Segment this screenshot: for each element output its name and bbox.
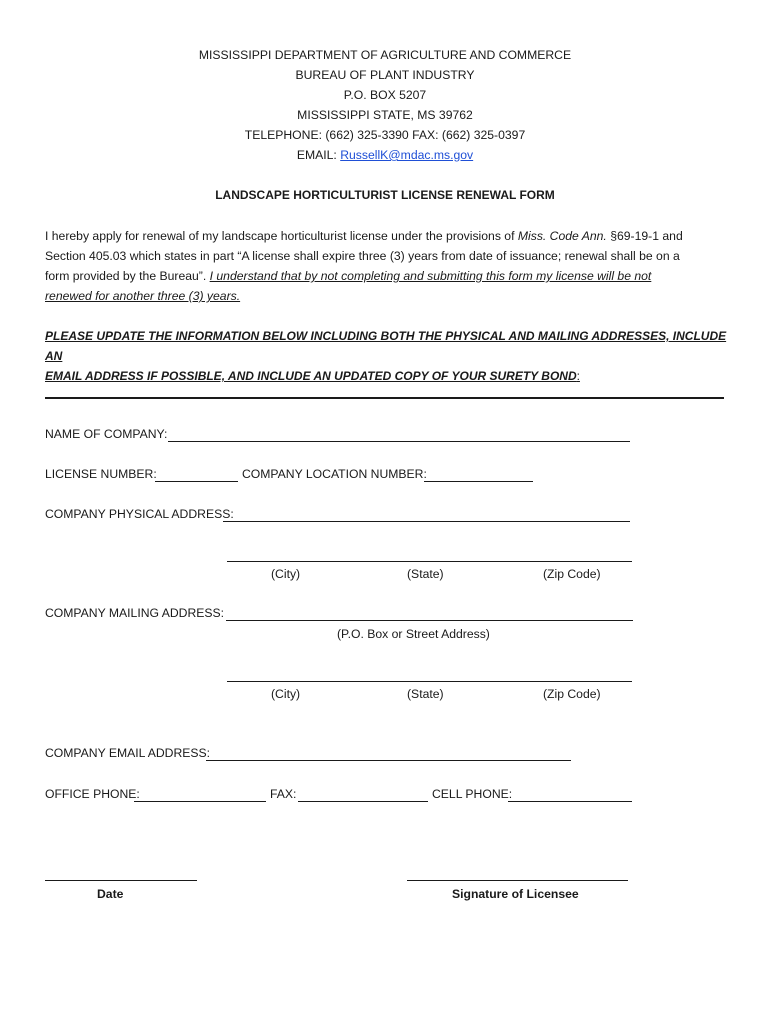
form-title: LANDSCAPE HORTICULTURIST LICENSE RENEWAL FORM bbox=[215, 188, 555, 202]
company-email-field[interactable] bbox=[206, 760, 571, 761]
email-link[interactable]: RussellK@mdac.ms.gov bbox=[340, 148, 474, 162]
location-number-field[interactable] bbox=[424, 481, 533, 482]
fax-field[interactable] bbox=[298, 801, 428, 802]
date-field[interactable] bbox=[45, 880, 197, 881]
mailing-state-caption: (State) bbox=[407, 687, 444, 701]
license-number-field[interactable] bbox=[155, 481, 238, 482]
physical-city-caption: (City) bbox=[271, 567, 301, 581]
intro-paragraph bbox=[45, 226, 735, 306]
cell-phone-label: CELL PHONE: bbox=[432, 787, 513, 801]
office-phone-label: OFFICE PHONE: bbox=[45, 787, 140, 801]
mailing-city-state-zip-field[interactable] bbox=[227, 681, 632, 682]
office-phone-field[interactable] bbox=[134, 801, 266, 802]
email-label: EMAIL: bbox=[296, 148, 341, 162]
update-notice bbox=[45, 326, 735, 386]
date-caption: Date bbox=[97, 887, 124, 901]
signature-field[interactable] bbox=[407, 880, 628, 881]
mailing-zip-caption: (Zip Code) bbox=[543, 687, 601, 701]
header-city-state: MISSISSIPPI STATE, MS 39762 bbox=[297, 108, 473, 122]
company-email-label: COMPANY EMAIL ADDRESS: bbox=[45, 746, 211, 760]
intro-line-1: I hereby apply for renewal of my landscape horticulturist license under the provisions of Miss. Code Ann. §69-19-1 and bbox=[45, 229, 683, 243]
company-name-label: NAME OF COMPANY: bbox=[45, 427, 168, 441]
header-bureau: BUREAU OF PLANT INDUSTRY bbox=[295, 68, 475, 82]
intro-line-4: renewed for another three (3) years. bbox=[45, 289, 241, 303]
signature-caption: Signature of Licensee bbox=[452, 887, 579, 901]
physical-state-caption: (State) bbox=[407, 567, 444, 581]
license-number-label: LICENSE NUMBER: bbox=[45, 467, 157, 481]
company-name-field[interactable] bbox=[168, 441, 630, 442]
header-po-box: P.O. BOX 5207 bbox=[343, 88, 427, 102]
physical-address-field[interactable] bbox=[223, 521, 630, 522]
notice-line-1: PLEASE UPDATE THE INFORMATION BELOW INCLUDING BOTH THE PHYSICAL AND MAILING ADDRESSES, INCLUDE AN bbox=[45, 329, 727, 363]
mailing-city-caption: (City) bbox=[271, 687, 301, 701]
intro-line-2: Section 405.03 which states in part “A license shall expire three (3) years from date of issuance; renewal shall be on a bbox=[45, 249, 680, 263]
section-divider bbox=[45, 397, 724, 399]
location-number-label: COMPANY LOCATION NUMBER: bbox=[242, 467, 427, 481]
mailing-address-label: COMPANY MAILING ADDRESS: bbox=[45, 606, 225, 620]
po-box-caption: (P.O. Box or Street Address) bbox=[337, 627, 490, 641]
intro-line-3: form provided by the Bureau”. I understand that by not completing and submitting this form my license will be not bbox=[45, 269, 652, 283]
header-department: MISSISSIPPI DEPARTMENT OF AGRICULTURE AND COMMERCE bbox=[198, 48, 572, 62]
notice-line-2: EMAIL ADDRESS IF POSSIBLE, AND INCLUDE AN UPDATED COPY OF YOUR SURETY BOND: bbox=[45, 369, 580, 383]
header-email-line bbox=[0, 148, 770, 162]
physical-address-label: COMPANY PHYSICAL ADDRESS: bbox=[45, 507, 234, 521]
fax-label: FAX: bbox=[270, 787, 297, 801]
mailing-address-field[interactable] bbox=[226, 620, 633, 621]
cell-phone-field[interactable] bbox=[508, 801, 632, 802]
header-phone-fax: TELEPHONE: (662) 325-3390 FAX: (662) 325-0397 bbox=[244, 128, 526, 142]
physical-zip-caption: (Zip Code) bbox=[543, 567, 601, 581]
physical-city-state-zip-field[interactable] bbox=[227, 561, 632, 562]
